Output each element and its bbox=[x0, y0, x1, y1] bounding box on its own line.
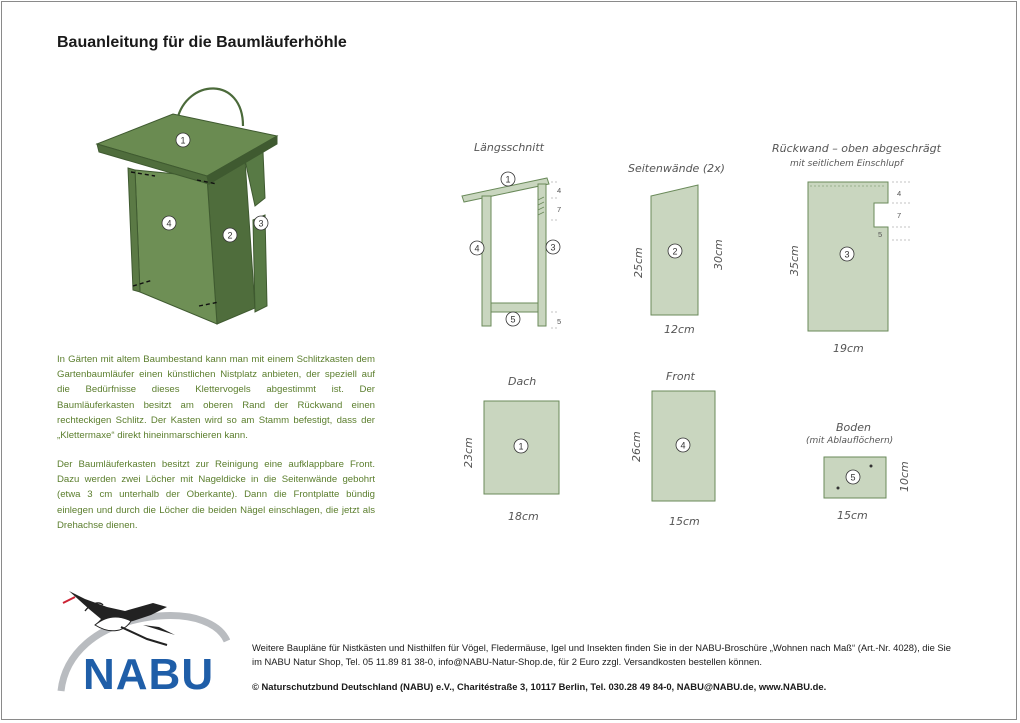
intro-paragraph: In Gärten mit altem Baumbestand kann man mit einem Schlitzkasten dem Gartenbaumläufer einen künstlichen Nistplatz anbieten, der speziell auf die Bedürfnisse dieses Klettervogels abgestimmt ist. Der Baumläuferkasten besitzt am oberen Rand der Rückwand einen rechteckigen Schlitz. Der Kasten wird so am Stamm befestigt, dass der „Klettermaxe“ direkt hineinmarschieren kann. bbox=[57, 354, 375, 442]
svg-text:4: 4 bbox=[474, 243, 480, 254]
svg-text:1: 1 bbox=[505, 174, 511, 185]
svg-text:1: 1 bbox=[180, 135, 186, 146]
svg-text:10cm: 10cm bbox=[898, 461, 911, 492]
boden-sublabel: (mit Ablauflöchern) bbox=[806, 436, 894, 446]
svg-text:5: 5 bbox=[557, 317, 562, 326]
svg-text:5: 5 bbox=[878, 230, 883, 239]
svg-text:4: 4 bbox=[557, 186, 562, 195]
page-title: Bauanleitung für die Baumläuferhöhle bbox=[57, 34, 347, 51]
svg-text:1: 1 bbox=[518, 441, 524, 452]
rueckwand-label: Rückwand – oben abgeschrägt bbox=[772, 142, 941, 155]
seitenwaende-diagram bbox=[628, 162, 725, 336]
svg-text:4: 4 bbox=[166, 218, 172, 229]
nestbox-illustration bbox=[95, 80, 285, 330]
illustration-number-4 bbox=[162, 216, 176, 230]
svg-text:7: 7 bbox=[557, 205, 562, 214]
front-diagram bbox=[630, 370, 715, 528]
svg-text:35cm: 35cm bbox=[788, 245, 801, 276]
footer-info: Weitere Baupläne für Nistkästen und Nisthilfen für Vögel, Fledermäuse, Igel und Insekten finden Sie in der NABU-Broschüre „Wohnen nach Maß“ (Art.-Nr. 4028), die Sie im NABU Natur Shop, Tel. 05 11.89 81 38-0, info@NABU-Natur-Shop.de, für 2 Euro zzgl. Versandkosten bestellen können. bbox=[252, 642, 951, 667]
dach-label: Dach bbox=[508, 375, 537, 388]
footer-copyright: © Naturschutzbund Deutschland (NABU) e.V., Charitéstraße 3, 10117 Berlin, Tel. 030.28 49 84-0, NABU@NABU.de, www.NABU.de. bbox=[252, 681, 827, 692]
svg-text:18cm: 18cm bbox=[508, 510, 539, 523]
laengsschnitt-label: Längsschnitt bbox=[474, 141, 544, 154]
nabu-logo-text: NABU bbox=[83, 650, 215, 699]
front-hinge-paragraph: Der Baumläuferkasten besitzt zur Reinigung eine aufklappbare Front. Dazu werden zwei Löcher mit Nageldicke in die Seitenwände gebohrt (etwa 3 cm unterhalb der Oberkante). Dann die Frontplatte bündig einlegen und durch die Löcher die beiden Nägel einschlagen, die jetzt als Drehachse dienen. bbox=[57, 459, 375, 531]
svg-text:5: 5 bbox=[850, 472, 856, 483]
svg-text:25cm: 25cm bbox=[632, 247, 645, 278]
illustration-number-2 bbox=[223, 228, 237, 242]
boden-diagram bbox=[806, 421, 911, 522]
svg-text:23cm: 23cm bbox=[462, 437, 475, 468]
dach-diagram bbox=[462, 375, 559, 523]
svg-text:15cm: 15cm bbox=[669, 515, 700, 528]
svg-text:12cm: 12cm bbox=[664, 323, 695, 336]
construction-plans bbox=[440, 120, 960, 540]
svg-text:4: 4 bbox=[897, 189, 902, 198]
svg-text:2: 2 bbox=[227, 230, 233, 241]
laengsschnitt-diagram bbox=[462, 141, 561, 328]
svg-text:4: 4 bbox=[680, 440, 686, 451]
boden-label: Boden bbox=[836, 421, 871, 434]
svg-text:2: 2 bbox=[672, 246, 678, 257]
svg-text:3: 3 bbox=[844, 249, 850, 260]
front-label: Front bbox=[666, 370, 695, 383]
svg-text:15cm: 15cm bbox=[837, 509, 868, 522]
illustration-number-1 bbox=[176, 133, 190, 147]
svg-text:7: 7 bbox=[897, 211, 902, 220]
svg-text:19cm: 19cm bbox=[833, 342, 864, 355]
rueckwand-diagram bbox=[772, 142, 942, 355]
illustration-number-3 bbox=[254, 216, 268, 230]
seitenwaende-label: Seitenwände (2x) bbox=[628, 162, 725, 175]
svg-text:3: 3 bbox=[258, 218, 264, 229]
rueckwand-sublabel: mit seitlichem Einschlupf bbox=[790, 159, 904, 169]
svg-text:30cm: 30cm bbox=[712, 239, 725, 270]
svg-text:5: 5 bbox=[510, 314, 516, 325]
svg-text:26cm: 26cm bbox=[630, 431, 643, 462]
svg-text:3: 3 bbox=[550, 242, 556, 253]
